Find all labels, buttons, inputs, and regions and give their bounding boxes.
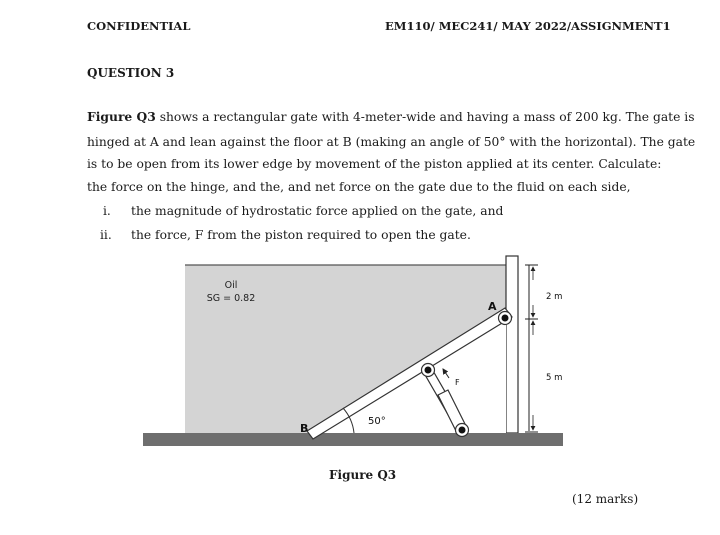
piston-pin xyxy=(425,367,432,374)
question-line-3: is to be open from its lower edge by movement of the piston applied at its center. Calculate: xyxy=(87,157,662,171)
gate-diagram xyxy=(0,250,720,450)
label-f: F xyxy=(455,378,460,387)
fluid-sg: SG = 0.82 xyxy=(206,293,256,304)
marks: (12 marks) xyxy=(572,492,639,506)
question-line-4: the force on the hinge, and the, and net force on the gate due to the fluid on each side, xyxy=(87,180,631,194)
label-b: B xyxy=(300,422,309,435)
piston-base xyxy=(459,427,466,434)
figure-reference: Figure Q3 xyxy=(87,109,156,124)
question-line-1 xyxy=(87,108,695,126)
header-confidential: CONFIDENTIAL xyxy=(87,19,191,33)
header-course-code: EM110/ MEC241/ MAY 2022/ASSIGNMENT1 xyxy=(385,19,671,33)
label-a: A xyxy=(488,300,497,313)
question-title: QUESTION 3 xyxy=(87,66,175,80)
item-1-text: the magnitude of hydrostatic force applied on the gate, and xyxy=(131,204,504,218)
dimension-bottom: 5 m xyxy=(546,373,563,383)
item-2-number: ii. xyxy=(100,228,112,242)
fluid-name: Oil xyxy=(224,280,238,291)
floor xyxy=(143,433,563,446)
figure-caption: Figure Q3 xyxy=(329,468,397,482)
question-line-2: hinged at A and lean against the floor at B (making an angle of 50° with the horizontal). The gate xyxy=(87,135,696,149)
angle-label: 50° xyxy=(368,416,386,427)
tank-wall xyxy=(506,256,518,433)
hinge-a xyxy=(502,315,509,322)
dimension-top: 2 m xyxy=(546,292,563,302)
question-line-1-text: shows a rectangular gate with 4-meter-wide and having a mass of 200 kg. The gate is xyxy=(155,110,695,124)
item-2-text: the force, F from the piston required to open the gate. xyxy=(131,228,471,242)
item-1-number: i. xyxy=(103,204,111,218)
